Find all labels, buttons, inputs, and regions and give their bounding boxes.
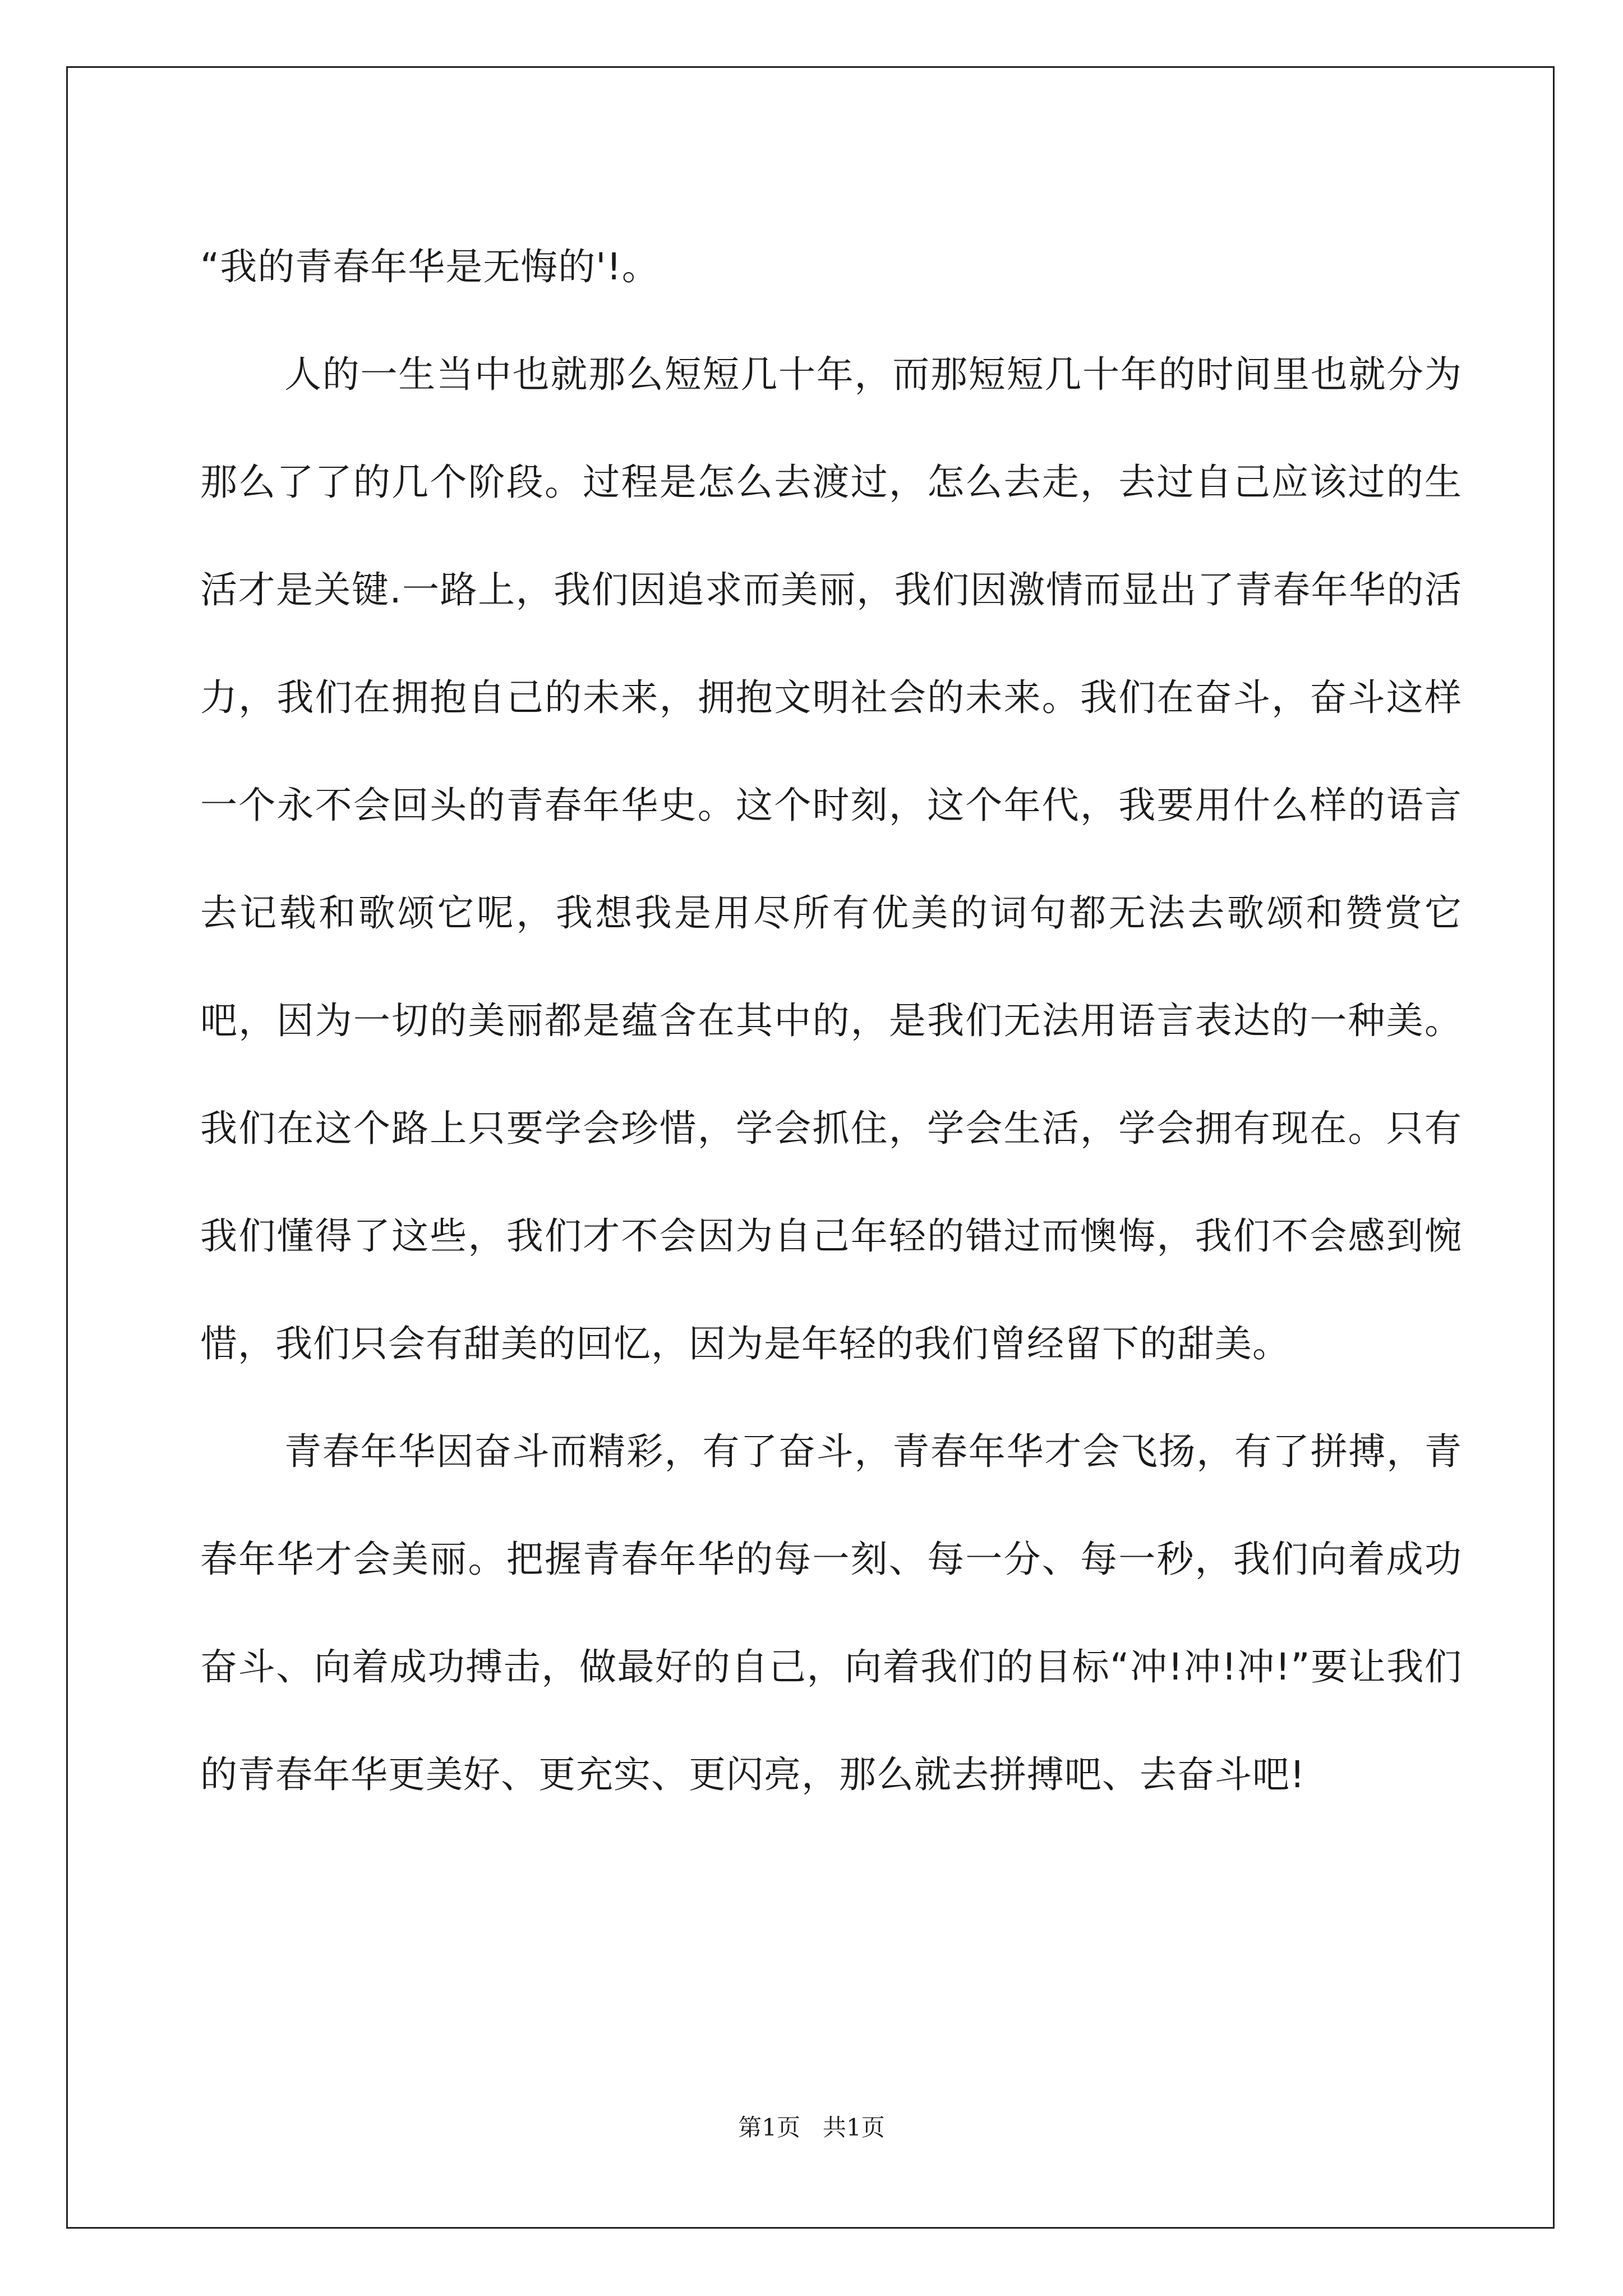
page-number-current: 第1页 <box>738 2114 800 2141</box>
paragraph-2: 人的一生当中也就那么短短几十年，而那短短几十年的时间里也就分为那么了了的几个阶段。过程是怎么去渡过，怎么去走，去过自己应该过的生活才是关键.一路上，我们因追求而美丽，我们因激情而显出了青春年华的活力，我们在拥抱自己的未来，拥抱文明社会的未来。我们在奋斗，奋斗这样一个永不会回头的青春年华史。这个时刻，这个年代，我要用什么样的语言去记载和歌颂它呢，我想我是用尽所有优美的词句都无法去歌颂和赞赏它吧，因为一切的美丽都是蕴含在其中的，是我们无法用语言表达的一种美。我们在这个路上只要学会珍惜，学会抓住，学会生活，学会拥有现在。只有我们懂得了这些，我们才不会因为自己年轻的错过而懊悔，我们不会感到惋惜，我们只会有甜美的回忆，因为是年轻的我们曾经留下的甜美。 <box>200 353 1462 1365</box>
document-body <box>200 213 1462 1829</box>
paragraph-1: “我的青春年华是无悔的'!。 <box>200 245 660 288</box>
paragraph-3: 青春年华因奋斗而精彩，有了奋斗，青春年华才会飞扬，有了拼搏，青春年华才会美丽。把握青春年华的每一刻、每一分、每一秒，我们向着成功奋斗、向着成功搏击，做最好的自己，向着我们的目标“冲!冲!冲!”要让我们的青春年华更美好、更充实、更闪亮，那么就去拼搏吧、去奋斗吧! <box>200 1430 1462 1796</box>
page-number-total: 共1页 <box>823 2114 885 2141</box>
page-footer <box>0 2109 1623 2143</box>
